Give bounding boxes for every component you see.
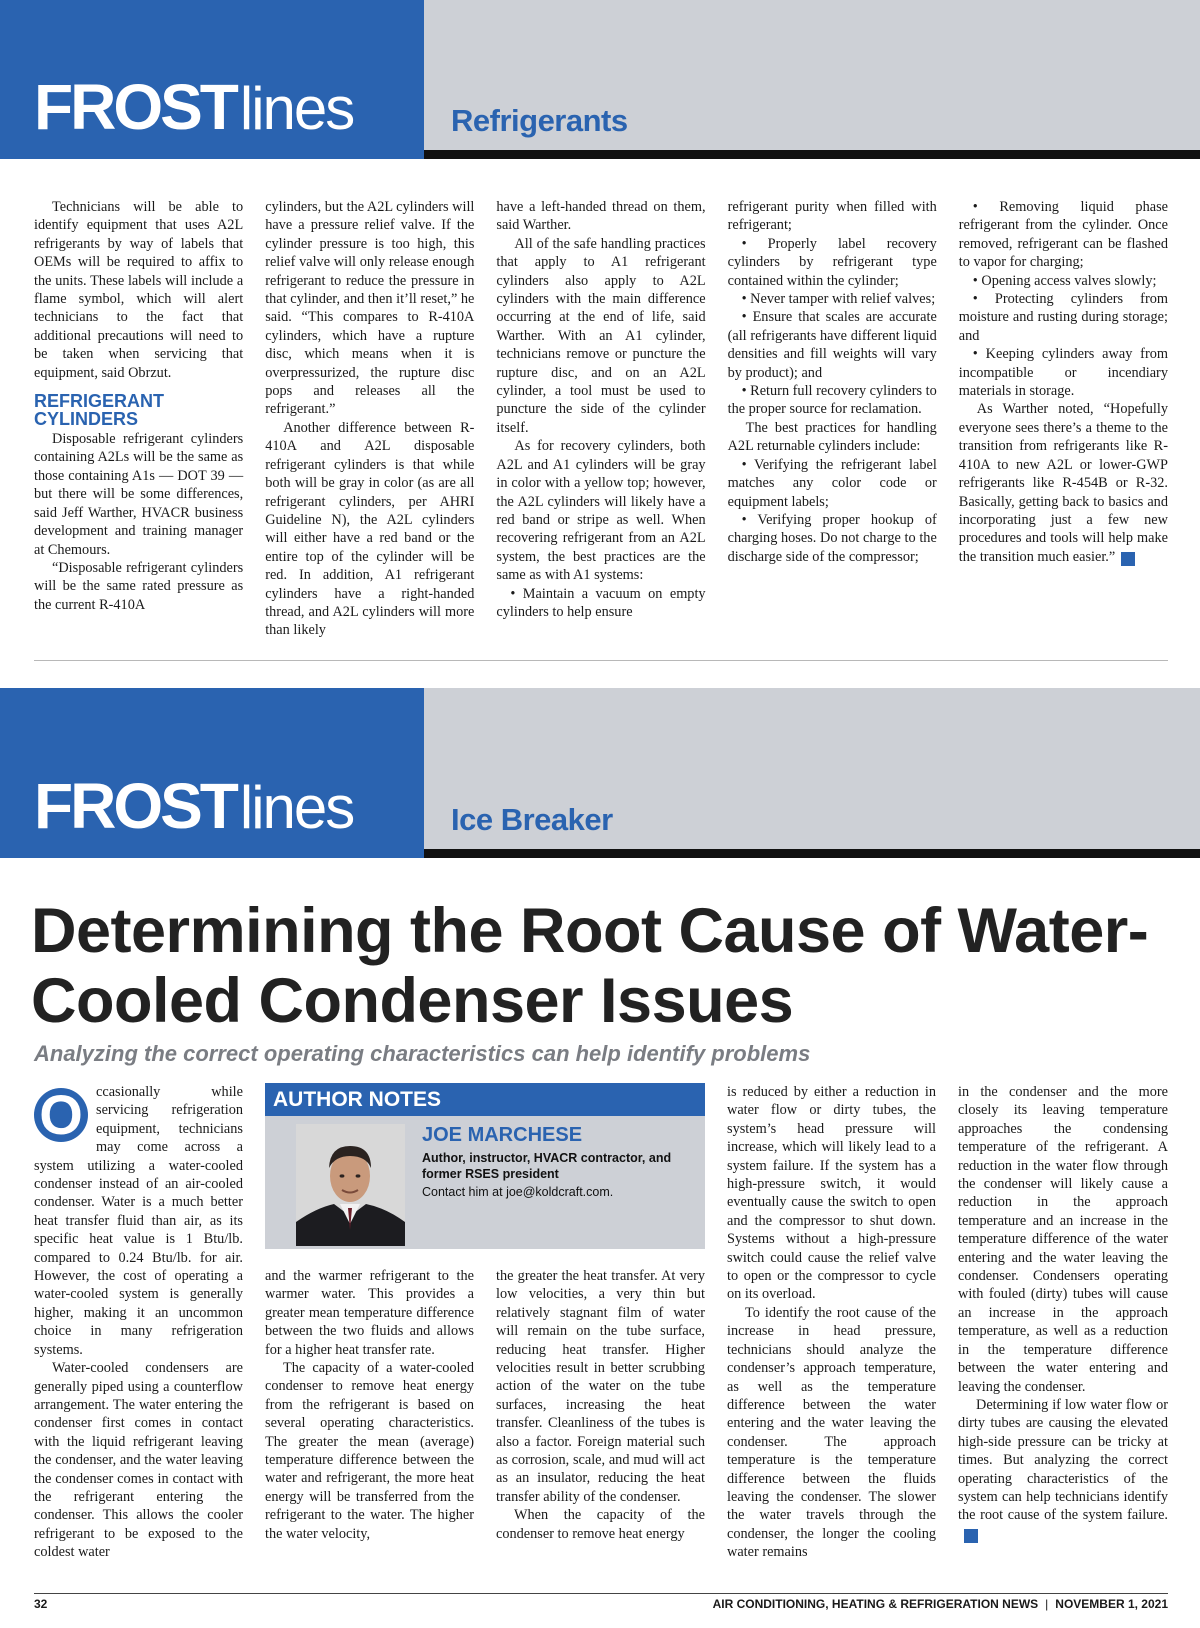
article-column-4 [727,1083,936,1562]
closing-paragraph-text: As Warther noted, “Hopefully everyone sees there’s a theme to the transition from refrigerants like R-410A to new A2L or lower-GWP refrigerants like R-454B or R-32. Basically, getting back to basics and incorporating just a few new procedures and tools will help make the transition much easier.” [958,401,1168,565]
page-number: 32 [34,1597,48,1611]
article-subhead: Analyzing the correct operating characteristics can help identify problems [34,1041,811,1066]
paragraph: To identify the root cause of the increase in head pressure, technicians should analyze the condenser’s approach temperature, as well as the temperature difference between the water entering and the water leaving the condenser. The approach temperature is the temperature difference between the fluids leaving the condenser. The slower the water travels through the condenser, the longer the cooling water remains [727,1304,936,1561]
logo-lines: lines [239,774,354,841]
frostlines-logo [34,71,354,143]
frostlines-banner-ice-breaker [0,688,1200,858]
paragraph: refrigerant purity when filled with refrigerant; [727,199,937,234]
paragraph: cylinders, but the A2L cylinders will have a pressure relief valve. If the cylinder pressure is too high, this relief valve will only release enough refrigerant to reduce the pressure in that cylinder, and then it’ll reset,” he said. “This compares to R-410A cylinders, which have a rupture disc, which means when it is overpressurized, the rupture disc pops and releases all the refrigerant.” [265,199,475,418]
article-column-3 [496,198,705,640]
banner-rule [424,150,1200,159]
paragraph: have a left-handed thread on them, said Warther. [496,199,706,234]
bullet-item: • Ensure that scales are accurate (all refrigerants have different liquid densities and fill weights will vary by product); and [727,309,937,381]
refrigerants-article [34,198,1168,640]
logo-frost: FROST [34,71,236,143]
banner-rule [424,849,1200,858]
paragraph: is reduced by either a reduction in water flow or dirty tubes, the system’s head pressure will increase, which will likely lead to a system failure. If the system has a high-pressure switch, it would eventually cause the switch to open and the compressor to shut down. Systems without a high-pressure switch could cause the relief valve to open or the compressor to cycle on its overload. [727,1084,936,1303]
end-of-article-icon: N [964,1529,978,1543]
bullet-item: • Keeping cylinders away from incompatible or incendiary materials in storage. [958,346,1168,400]
frostlines-banner-refrigerants [0,0,1200,159]
article-headline: Determining the Root Cause of Water-Cooled Condenser Issues [31,896,1149,1036]
paragraph: As for recovery cylinders, both A2L and A1 cylinders will be gray in color with a yellow top; however, the A2L cylinders will likely have a red band or stripe as well. When recovering refrigerant from an A2L system, the best practices are the same as with A1 systems: [496,438,706,584]
bullet-item: • Protecting cylinders from moisture and rusting during storage; and [958,291,1168,344]
bullet-item: • Verifying proper hookup of charging hoses. Do not charge to the discharge side of the compressor; [727,511,937,565]
bullet-item: • Maintain a vacuum on empty cylinders to help ensure [496,585,706,620]
footer-rule [34,1593,1168,1594]
paragraph [34,1083,243,1359]
author-name: JOE MARCHESE [422,1124,583,1146]
bullet-item: • Return full recovery cylinders to the proper source for reclamation. [727,383,937,418]
logo-frost: FROST [34,770,236,842]
bullet-item: • Verifying the refrigerant label matches any color code or equipment labels; [727,456,937,510]
article-column-5 [958,1083,1168,1543]
section-title: Ice Breaker [451,802,613,837]
paragraph: All of the safe handling practices that apply to A1 refrigerant cylinders also apply to A2L cylinders with the main difference occurring at the end of life, said Warther. With an A1 cylinder, technicians remove or puncture the rupture disc, and on an A2L cylinder, a tool must be used to puncture the side of the cylinder itself. [496,235,706,436]
author-notes-box [265,1083,705,1249]
paragraph: Another difference between R-410A and A2L disposable refrigerant cylinders is that while both will be gray in color (as are all refrigerant cylinders, per AHRI Guideline N), the A2L cylinders will either have a red band or the entire top of the cylinder will be red. In addition, A1 refrigerant cylinders have a right-handed thread, and A2L cylinders will more than likely [265,419,475,639]
drop-cap: O [34,1088,88,1142]
section-title: Refrigerants [451,103,628,138]
footer-separator: | [1045,1597,1049,1611]
paragraph: The best practices for handling A2L returnable cylinders include: [727,419,937,455]
end-of-article-icon: N [1121,552,1135,566]
author-role: Author, instructor, HVACR contractor, and former RSES president [422,1151,672,1181]
paragraph [959,400,1168,566]
bullet-item: • Never tamper with relief valves; [741,291,936,308]
issue-date: NOVEMBER 1, 2021 [1055,1597,1168,1611]
article-column-5 [959,198,1168,640]
bullet-item: • Removing liquid phase refrigerant from the cylinder. Once removed, refrigerant can be flashed to vapor for charging; [958,199,1168,271]
logo-lines: lines [239,75,354,142]
frostlines-logo [34,770,354,842]
bullet-item: • Properly label recovery cylinders by refrigerant type contained within the cylinder; [727,235,937,289]
opening-paragraph-text: ccasionally while servicing refrigeration equipment, technicians may come across a system utilizing a water-cooled condenser instead of an air-cooled condenser. Water is a much better heat transfer fluid than air, as its specific heat value is 1 Btu/lb. compared to 0.24 Btu/lb. for air. However, the cost of operating a water-cooled system is generally higher, making it an uncommon choice in many refrigeration systems. [34,1084,243,1358]
section-divider [34,660,1168,661]
article-column-4 [728,198,937,640]
subheading-refrigerant-cylinders: REFRIGERANT CYLINDERS [34,391,164,430]
author-contact: Contact him at joe@koldcraft.com. [422,1185,614,1199]
bullet-item: • Opening access valves slowly; [972,272,1157,289]
paragraph: the greater the heat transfer. At very low velocities, a very thin but relatively stagnant film of water will remain on the tube surface, reducing heat transfer. Higher velocities result in better scrubbing action of the water on the tube surfaces, increasing the heat transfer. Cleanliness of the tubes is also a factor. Foreign material such as corrosion, scale, and mud will act as an insulator, reducing the heat transfer ability of the condenser. [496,1268,705,1505]
paragraph [958,1396,1168,1543]
article-column-1 [34,1083,243,1562]
article-column-2 [265,1267,474,1543]
publication-name: AIR CONDITIONING, HEATING & REFRIGERATION NEWS [712,1597,1039,1611]
paragraph: The capacity of a water-cooled condenser to remove heat energy from the refrigerant is based on several operating characteristics. The greater the mean (average) temperature difference between the water and refrigerant, the more heat energy will be transferred from the refrigerant to the water. The higher the water velocity, [265,1360,474,1542]
footer-publication-info [713,1597,1168,1611]
paragraph: Water-cooled condensers are generally piped using a counterflow arrangement. The water entering the condenser first comes in contact with the liquid refrigerant leaving the condenser, and the water leaving the condenser comes in contact with the refrigerant entering the condenser. This allows the cooler refrigerant to be exposed to the coldest water [34,1360,243,1561]
paragraph: in the condenser and the more closely its leaving temperature approaches the condensing temperature of the refrigerant. A reduction in the water flow through the condenser will likely cause a reduction in the approach temperature and an increase in the temperature difference of the water entering and the water leaving the condenser. Condensers operating with fouled (dirty) tubes will cause an increase in the approach temperature, as well as a reduction in the temperature difference between the water entering and leaving the condenser. [958,1084,1168,1395]
author-notes-title: AUTHOR NOTES [265,1083,705,1116]
paragraph: When the capacity of the condenser to remove heat energy [496,1507,705,1542]
paragraph: Technicians will be able to identify equipment that uses A2L refrigerants by way of labels that OEMs will be required to affix to the units. These labels will include a flame symbol, which will alert technicians to the fact that additional precautions will need to be taken when servicing that equipment, said Obrzut. [34,199,244,381]
author-portrait-icon [296,1124,405,1246]
paragraph: “Disposable refrigerant cylinders will be the same rated pressure as the current R-410A [34,559,244,613]
article-column-1 [34,198,243,640]
closing-paragraph-text: Determining if low water flow or dirty tubes are causing the elevated high-side pressure can be tricky at times. But analyzing the correct operating characteristics of the system can help technicians identify the root cause of the system failure. [958,1396,1168,1524]
article-column-3 [496,1267,705,1543]
author-photo [296,1124,405,1246]
article-column-2 [265,198,474,640]
paragraph: Disposable refrigerant cylinders containing A2Ls will be the same as those containing A1s — DOT 39 — but there will be some differences, said Jeff Warther, HVACR business development and training manager at Chemours. [34,431,244,558]
paragraph: and the warmer refrigerant to the warmer water. This provides a greater mean temperature difference between the two fluids and allows for a higher heat transfer rate. [265,1268,474,1358]
